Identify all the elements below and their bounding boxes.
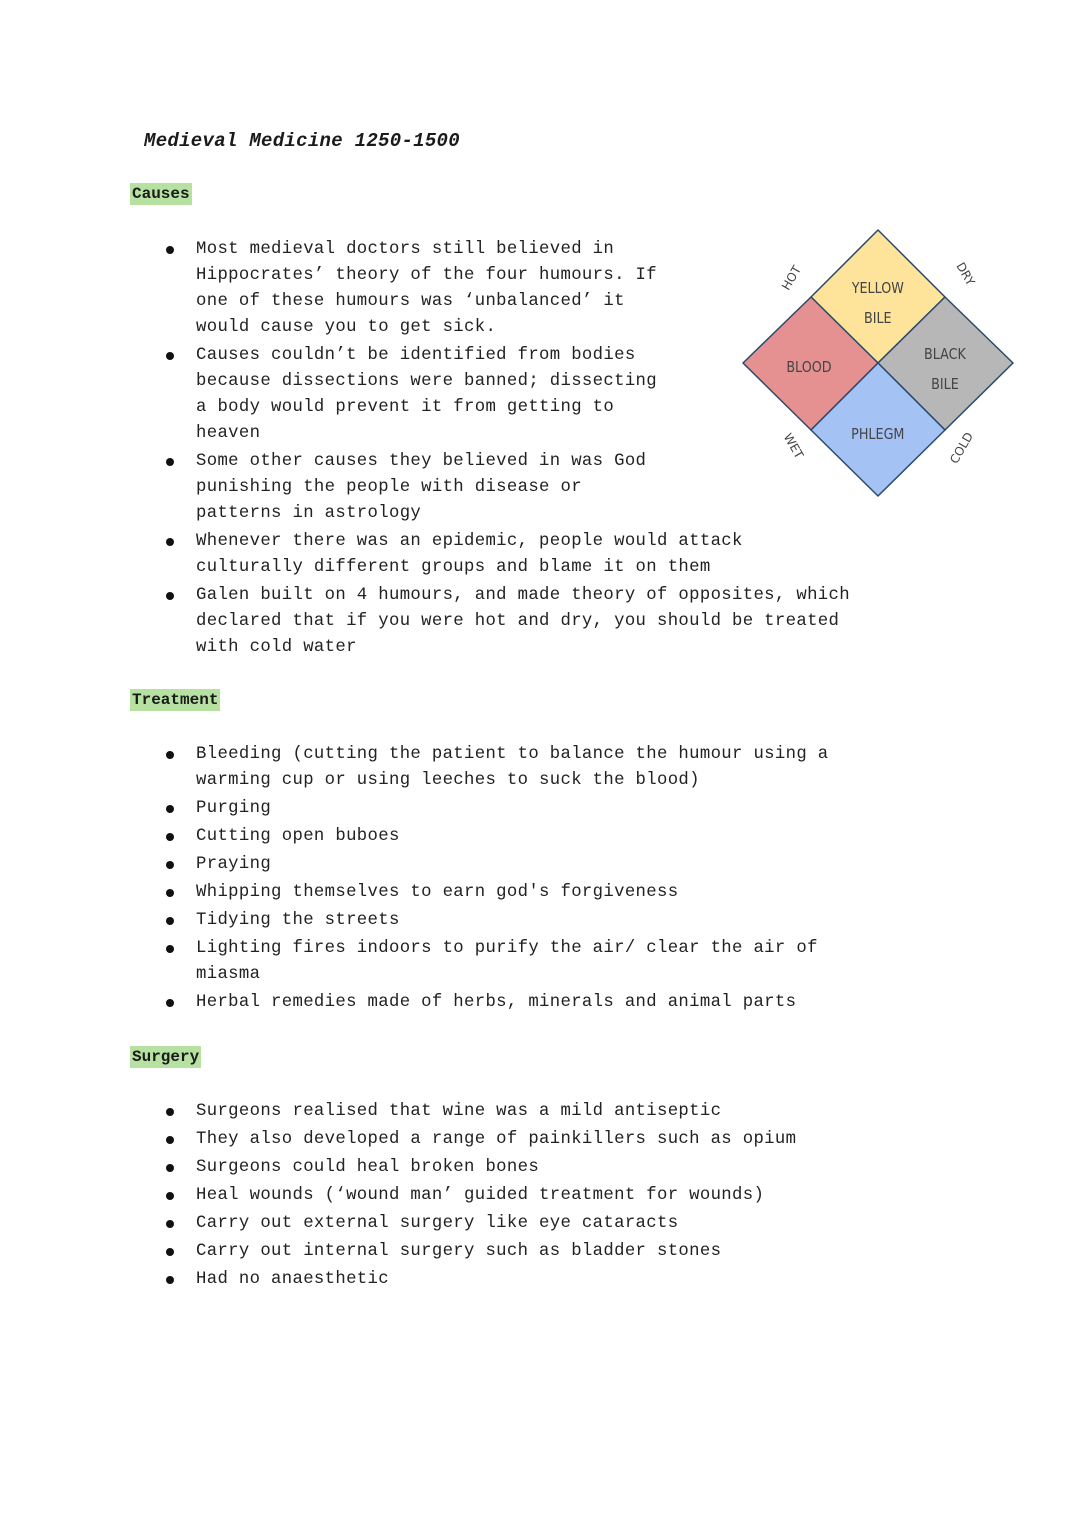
list-item: Tidying the streets [162,908,829,934]
bullet-icon [166,751,174,759]
list-item: Surgeons could heal broken bones [162,1155,796,1181]
bullet-icon [166,1248,174,1256]
wet-label: WET [780,430,807,462]
bullet-icon [166,458,174,466]
blood-label: BLOOD [786,359,832,377]
list-item: Carry out internal surgery such as bladder stones [162,1239,796,1265]
dry-label: DRY [953,260,978,288]
bullet-icon [166,538,174,546]
black-bile-label-line2: BILE [931,376,959,394]
bullet-icon [166,1192,174,1200]
list-item: Lighting fires indoors to purify the air/ clear the air of miasma [162,936,829,988]
list-item: Cutting open buboes [162,824,829,850]
treatment-list [162,742,829,1018]
bullet-icon [166,917,174,925]
list-item: Whipping themselves to earn god's forgiveness [162,880,829,906]
bullet-icon [166,246,174,254]
bullet-icon [166,999,174,1007]
hot-label: HOT [779,263,805,293]
bullet-icon [166,861,174,869]
list-item: Carry out external surgery like eye cataracts [162,1211,796,1237]
bullet-icon [166,352,174,360]
bullet-icon [166,1108,174,1116]
list-item: Whenever there was an epidemic, people would attack culturally different groups and blame it on them [162,529,850,581]
list-item: Surgeons realised that wine was a mild antiseptic [162,1099,796,1125]
list-item: Had no anaesthetic [162,1267,796,1293]
surgery-list [162,1099,796,1295]
four-humours-diagram [735,220,1025,505]
bullet-icon [166,805,174,813]
list-item: Galen built on 4 humours, and made theory of opposites, which declared that if you were hot and dry, you should be treated with cold water [162,583,850,661]
causes-heading: Causes [132,185,190,203]
list-item: They also developed a range of painkillers such as opium [162,1127,796,1153]
list-item: Praying [162,852,829,878]
bullet-icon [166,1276,174,1284]
bullet-icon [166,889,174,897]
treatment-heading: Treatment [132,691,219,709]
list-item: Herbal remedies made of herbs, minerals and animal parts [162,990,829,1016]
bullet-icon [166,945,174,953]
cold-label: COLD [947,429,977,467]
bullet-icon [166,1220,174,1228]
yellow-bile-label-line2: BILE [863,310,892,328]
list-item: Causes couldn’t be identified from bodies because dissections were banned; dissecting a body would prevent it from getting to heaven [162,343,850,447]
list-item: Some other causes they believed in was God punishing the people with disease or patterns in astrology [162,449,850,527]
yellow-bile-label-line1: YELLOW [851,280,904,298]
bullet-icon [166,833,174,841]
bullet-icon [166,1164,174,1172]
document-title: Medieval Medicine 1250-1500 [144,130,460,152]
bullet-icon [166,1136,174,1144]
list-item: Most medieval doctors still believed in Hippocrates’ theory of the four humours. If one of these humours was ‘unbalanced’ it would cause you to get sick. [162,237,850,341]
list-item: Bleeding (cutting the patient to balance the humour using a warming cup or using leeches to suck the blood) [162,742,829,794]
surgery-heading: Surgery [132,1048,200,1066]
phlegm-label: PHLEGM [851,426,905,444]
black-bile-label-line1: BLACK [924,346,966,364]
bullet-icon [166,592,174,600]
list-item: Heal wounds (‘wound man’ guided treatment for wounds) [162,1183,796,1209]
list-item: Purging [162,796,829,822]
